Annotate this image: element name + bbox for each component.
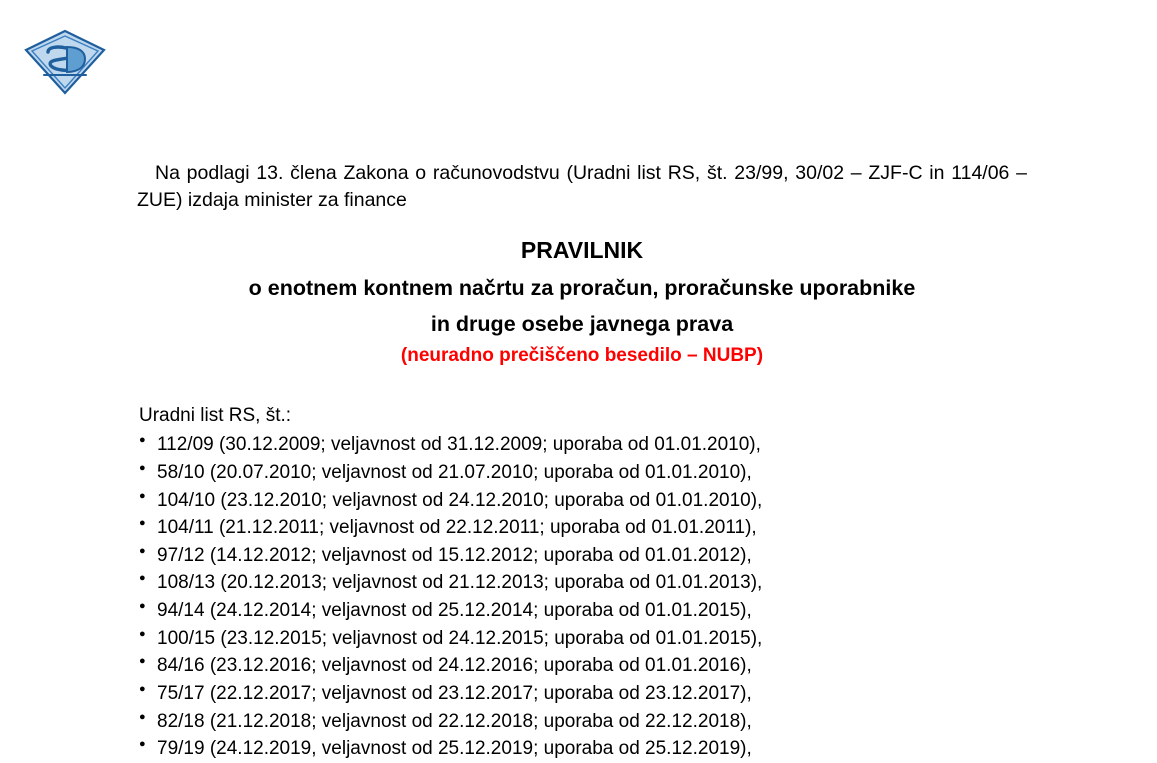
page-subtitle-line-1: o enotnem kontnem načrtu za proračun, proračunske uporabnike: [248, 275, 916, 300]
list-item: ● 58/10 (20.07.2010; veljavnost od 21.07.2010; uporaba od 01.01.2010),: [137, 459, 1027, 487]
page-title: PRAVILNIK: [520, 237, 644, 264]
gazette-section: [137, 403, 1027, 763]
title-block: [137, 235, 1027, 369]
list-item: ● 108/13 (20.12.2013; veljavnost od 21.12.2013; uporaba od 01.01.2013),: [137, 569, 1027, 597]
list-item: ● 94/14 (24.12.2014; veljavnost od 25.12.2014; uporaba od 01.01.2015),: [137, 597, 1027, 625]
intro-paragraph: Na podlagi 13. člena Zakona o računovodstvu (Uradni list RS, št. 23/99, 30/02 – ZJF-C in 114/06 – ZUE) izdaja minister za finance: [137, 162, 1027, 211]
list-item: ● 97/12 (14.12.2012; veljavnost od 15.12.2012; uporaba od 01.01.2012),: [137, 542, 1027, 570]
list-item: ● 100/15 (23.12.2015; veljavnost od 24.12.2015; uporaba od 01.01.2015),: [137, 625, 1027, 653]
list-item: ● 104/10 (23.12.2010; veljavnost od 24.12.2010; uporaba od 01.01.2010),: [137, 487, 1027, 515]
gazette-list: [137, 431, 1027, 763]
page-subtitle-line-2: in druge osebe javnega prava: [430, 311, 734, 336]
list-item: ● 112/09 (30.12.2009; veljavnost od 31.12.2009; uporaba od 01.01.2010),: [137, 431, 1027, 459]
list-item: ● 79/19 (24.12.2019, veljavnost od 25.12.2019; uporaba od 25.12.2019),: [137, 735, 1027, 763]
list-item: ● 84/16 (23.12.2016; veljavnost od 24.12.2016; uporaba od 01.01.2016),: [137, 652, 1027, 680]
sd-emblem-icon: [22, 28, 108, 96]
gazette-label: Uradni list RS, št.:: [139, 404, 292, 426]
list-item: ● 75/17 (22.12.2017; veljavnost od 23.12.2017; uporaba od 23.12.2017),: [137, 680, 1027, 708]
sd-emblem-logo: [22, 28, 108, 96]
document-body: [137, 160, 1027, 763]
list-item: ● 82/18 (21.12.2018; veljavnost od 22.12.2018; uporaba od 22.12.2018),: [137, 708, 1027, 736]
list-item: ● 104/11 (21.12.2011; veljavnost od 22.12.2011; uporaba od 01.01.2011),: [137, 514, 1027, 542]
page-title-note: (neuradno prečiščeno besedilo – NUBP): [400, 344, 764, 366]
